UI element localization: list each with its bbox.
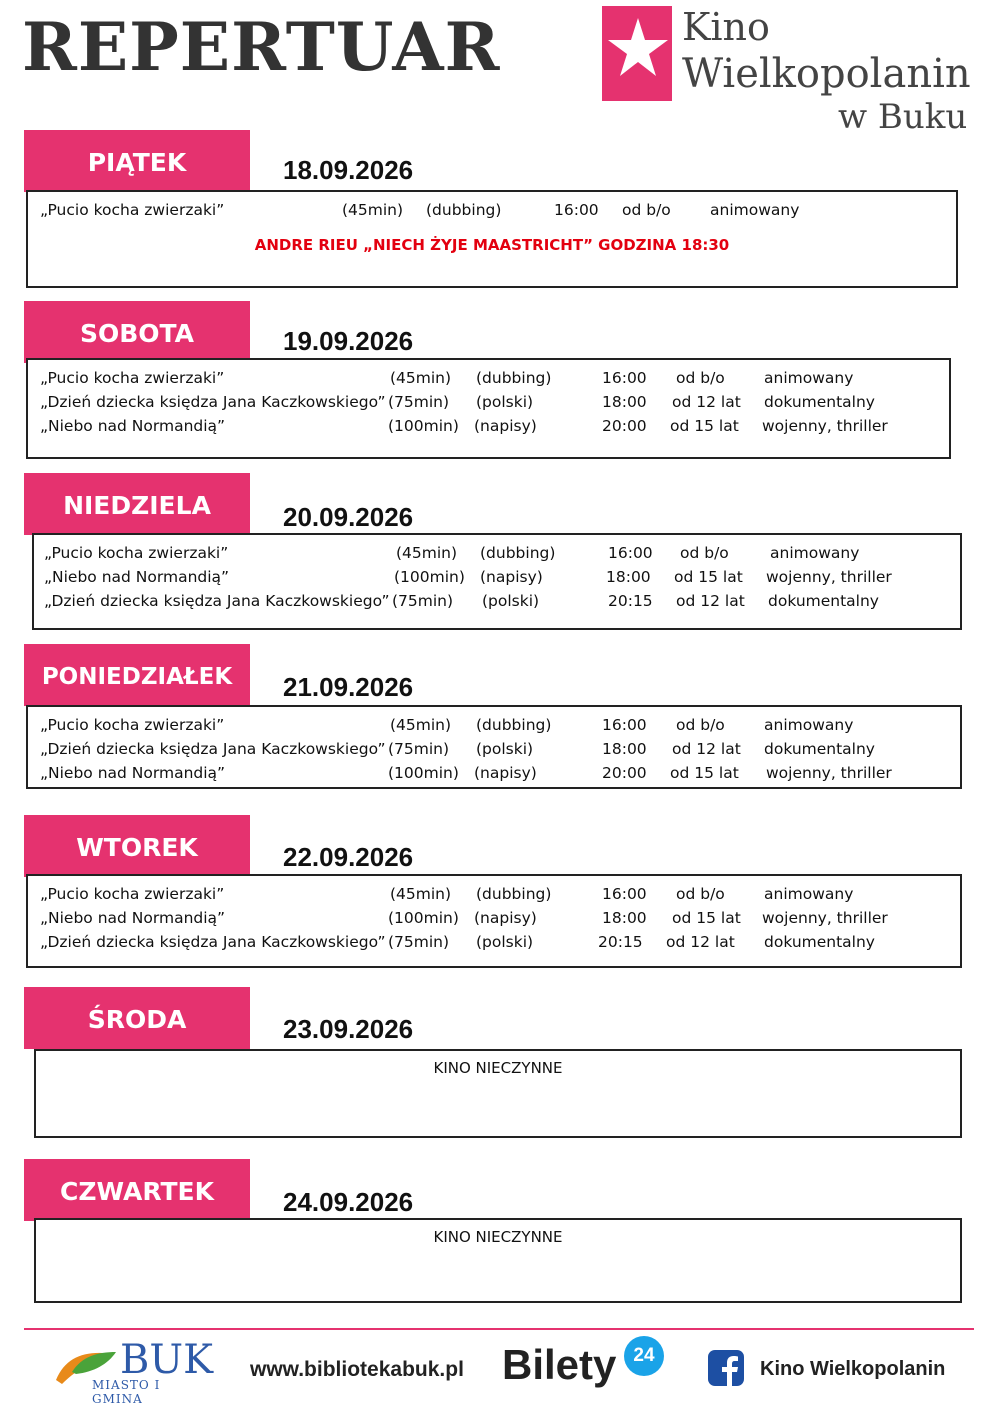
screening-row [40,198,940,222]
screening-row [44,541,944,565]
screening-age: od b/o [676,716,725,734]
screening-row [40,906,940,930]
schedule-box-piatek [26,190,958,288]
bilety-badge: 24 [624,1336,664,1376]
screening-row [40,414,940,438]
day-tab-czwartek: CZWARTEK [24,1159,250,1221]
day-date-poniedzialek: 21.09.2026 [283,672,414,702]
screening-version: (polski) [476,740,534,758]
screening-age: od 15 lat [670,417,739,435]
screening-age: od b/o [676,885,725,903]
screening-row [40,390,940,414]
screening-duration: (100min) [388,909,459,927]
screening-genre: dokumentalny [764,740,875,758]
screening-row [40,882,940,906]
schedule-box-czwartek [34,1218,962,1303]
screening-row [40,366,940,390]
screening-time: 18:00 [606,568,651,586]
schedule-box-niedziela [32,533,962,630]
screening-version: (napisy) [474,764,537,782]
schedule-box-sobota [26,358,951,459]
closed-notice: KINO NIECZYNNE [433,1059,563,1077]
screening-genre: wojenny, thriller [762,417,888,435]
screening-title: „Pucio kocha zwierzaki” [40,201,225,219]
screening-genre: animowany [764,716,854,734]
screening-version: (dubbing) [426,201,502,219]
screening-duration: (45min) [342,201,404,219]
screening-title: „Dzień dziecka księdza Jana Kaczkowskiego” [40,393,386,411]
screening-row [40,737,940,761]
screening-duration: (75min) [388,740,450,758]
day-tab-sroda: ŚRODA [24,987,250,1049]
screening-row [44,589,944,613]
schedule-box-poniedzialek [26,705,962,789]
screening-duration: (45min) [396,544,458,562]
screening-version: (dubbing) [476,716,552,734]
footer-divider [24,1328,974,1330]
screening-age: od b/o [680,544,729,562]
website-link[interactable]: www.bibliotekabuk.pl [250,1358,464,1381]
screening-genre: animowany [764,369,854,387]
screening-duration: (75min) [388,933,450,951]
screening-time: 16:00 [554,201,599,219]
screening-duration: (45min) [390,885,452,903]
screening-duration: (100min) [388,417,459,435]
closed-notice: KINO NIECZYNNE [433,1228,563,1246]
screening-version: (polski) [476,933,534,951]
screening-genre: animowany [710,201,800,219]
screening-time: 20:00 [602,764,647,782]
screening-time: 18:00 [602,393,647,411]
screening-title: „Pucio kocha zwierzaki” [40,369,225,387]
screening-version: (napisy) [480,568,543,586]
day-tab-wtorek: WTOREK [24,815,250,877]
screening-time: 16:00 [602,716,647,734]
screening-duration: (75min) [392,592,454,610]
screening-version: (napisy) [474,909,537,927]
screening-version: (polski) [482,592,540,610]
day-tab-piatek: PIĄTEK [24,130,250,192]
cinema-logo [600,4,980,137]
facebook-icon [708,1350,744,1386]
screening-row [44,565,944,589]
day-tab-sobota: SOBOTA [24,301,250,363]
screening-title: „Niebo nad Normandią” [40,417,226,435]
day-date-wtorek: 22.09.2026 [283,842,414,872]
screening-time: 16:00 [602,885,647,903]
screening-title: „Dzień dziecka księdza Jana Kaczkowskiego” [44,592,390,610]
screening-version: (dubbing) [480,544,556,562]
screening-time: 16:00 [608,544,653,562]
facebook-label[interactable]: Kino Wielkopolanin [760,1358,946,1380]
star-logo-icon [602,6,672,101]
logo-line-wielkopolanin: Wielkopolanin [682,51,971,97]
day-date-sobota: 19.09.2026 [283,326,414,356]
screening-time: 18:00 [602,740,647,758]
screening-genre: dokumentalny [764,933,875,951]
screening-title: „Dzień dziecka księdza Jana Kaczkowskiego” [40,740,386,758]
screening-time: 20:15 [598,933,643,951]
screening-genre: dokumentalny [764,393,875,411]
screening-duration: (45min) [390,369,452,387]
day-date-piatek: 18.09.2026 [283,155,414,185]
screening-genre: wojenny, thriller [762,909,888,927]
screening-title: „Niebo nad Normandią” [44,568,230,586]
buk-subtitle: MIASTO I GMINA [92,1378,161,1406]
screening-genre: animowany [764,885,854,903]
screening-duration: (75min) [388,393,450,411]
screening-title: „Niebo nad Normandią” [40,909,226,927]
screening-genre: wojenny, thriller [766,764,892,782]
screening-age: od 12 lat [676,592,745,610]
screening-version: (napisy) [474,417,537,435]
screening-row [40,713,940,737]
day-tab-niedziela: NIEDZIELA [24,473,250,535]
screening-age: od 12 lat [672,393,741,411]
screening-age: od 15 lat [674,568,743,586]
schedule-box-wtorek [26,874,962,968]
buk-name: BUK [120,1337,213,1383]
screening-time: 16:00 [602,369,647,387]
screening-age: od b/o [622,201,671,219]
screening-title: „Niebo nad Normandią” [40,764,226,782]
screening-duration: (100min) [388,764,459,782]
page-title: REPERTUAR [22,8,501,86]
screening-time: 20:15 [608,592,653,610]
screening-title: „Pucio kocha zwierzaki” [44,544,229,562]
day-date-niedziela: 20.09.2026 [283,502,414,532]
screening-title: „Pucio kocha zwierzaki” [40,716,225,734]
screening-row [40,930,940,954]
screening-version: (polski) [476,393,534,411]
screening-genre: wojenny, thriller [766,568,892,586]
buk-logo [52,1337,213,1406]
screening-row [40,761,940,785]
screening-version: (dubbing) [476,885,552,903]
special-event: ANDRE RIEU „NIECH ŻYJE MAASTRICHT” GODZINA 18:30 [254,236,730,254]
screening-duration: (100min) [394,568,465,586]
screening-genre: dokumentalny [768,592,879,610]
screening-age: od b/o [676,369,725,387]
day-date-czwartek: 24.09.2026 [283,1187,414,1217]
day-tab-poniedzialek: PONIEDZIAŁEK [24,644,250,706]
logo-line-kino: Kino [682,5,770,49]
screening-title: „Pucio kocha zwierzaki” [40,885,225,903]
screening-time: 18:00 [602,909,647,927]
schedule-box-sroda [34,1049,962,1138]
screening-title: „Dzień dziecka księdza Jana Kaczkowskiego” [40,933,386,951]
screening-genre: animowany [770,544,860,562]
screening-age: od 12 lat [666,933,735,951]
screening-duration: (45min) [390,716,452,734]
logo-line-w-buku: w Buku [838,97,968,137]
bilety-logo: Bilety [502,1341,617,1388]
screening-age: od 15 lat [672,909,741,927]
screening-time: 20:00 [602,417,647,435]
screening-age: od 12 lat [672,740,741,758]
screening-age: od 15 lat [670,764,739,782]
screening-version: (dubbing) [476,369,552,387]
day-date-sroda: 23.09.2026 [283,1014,414,1044]
